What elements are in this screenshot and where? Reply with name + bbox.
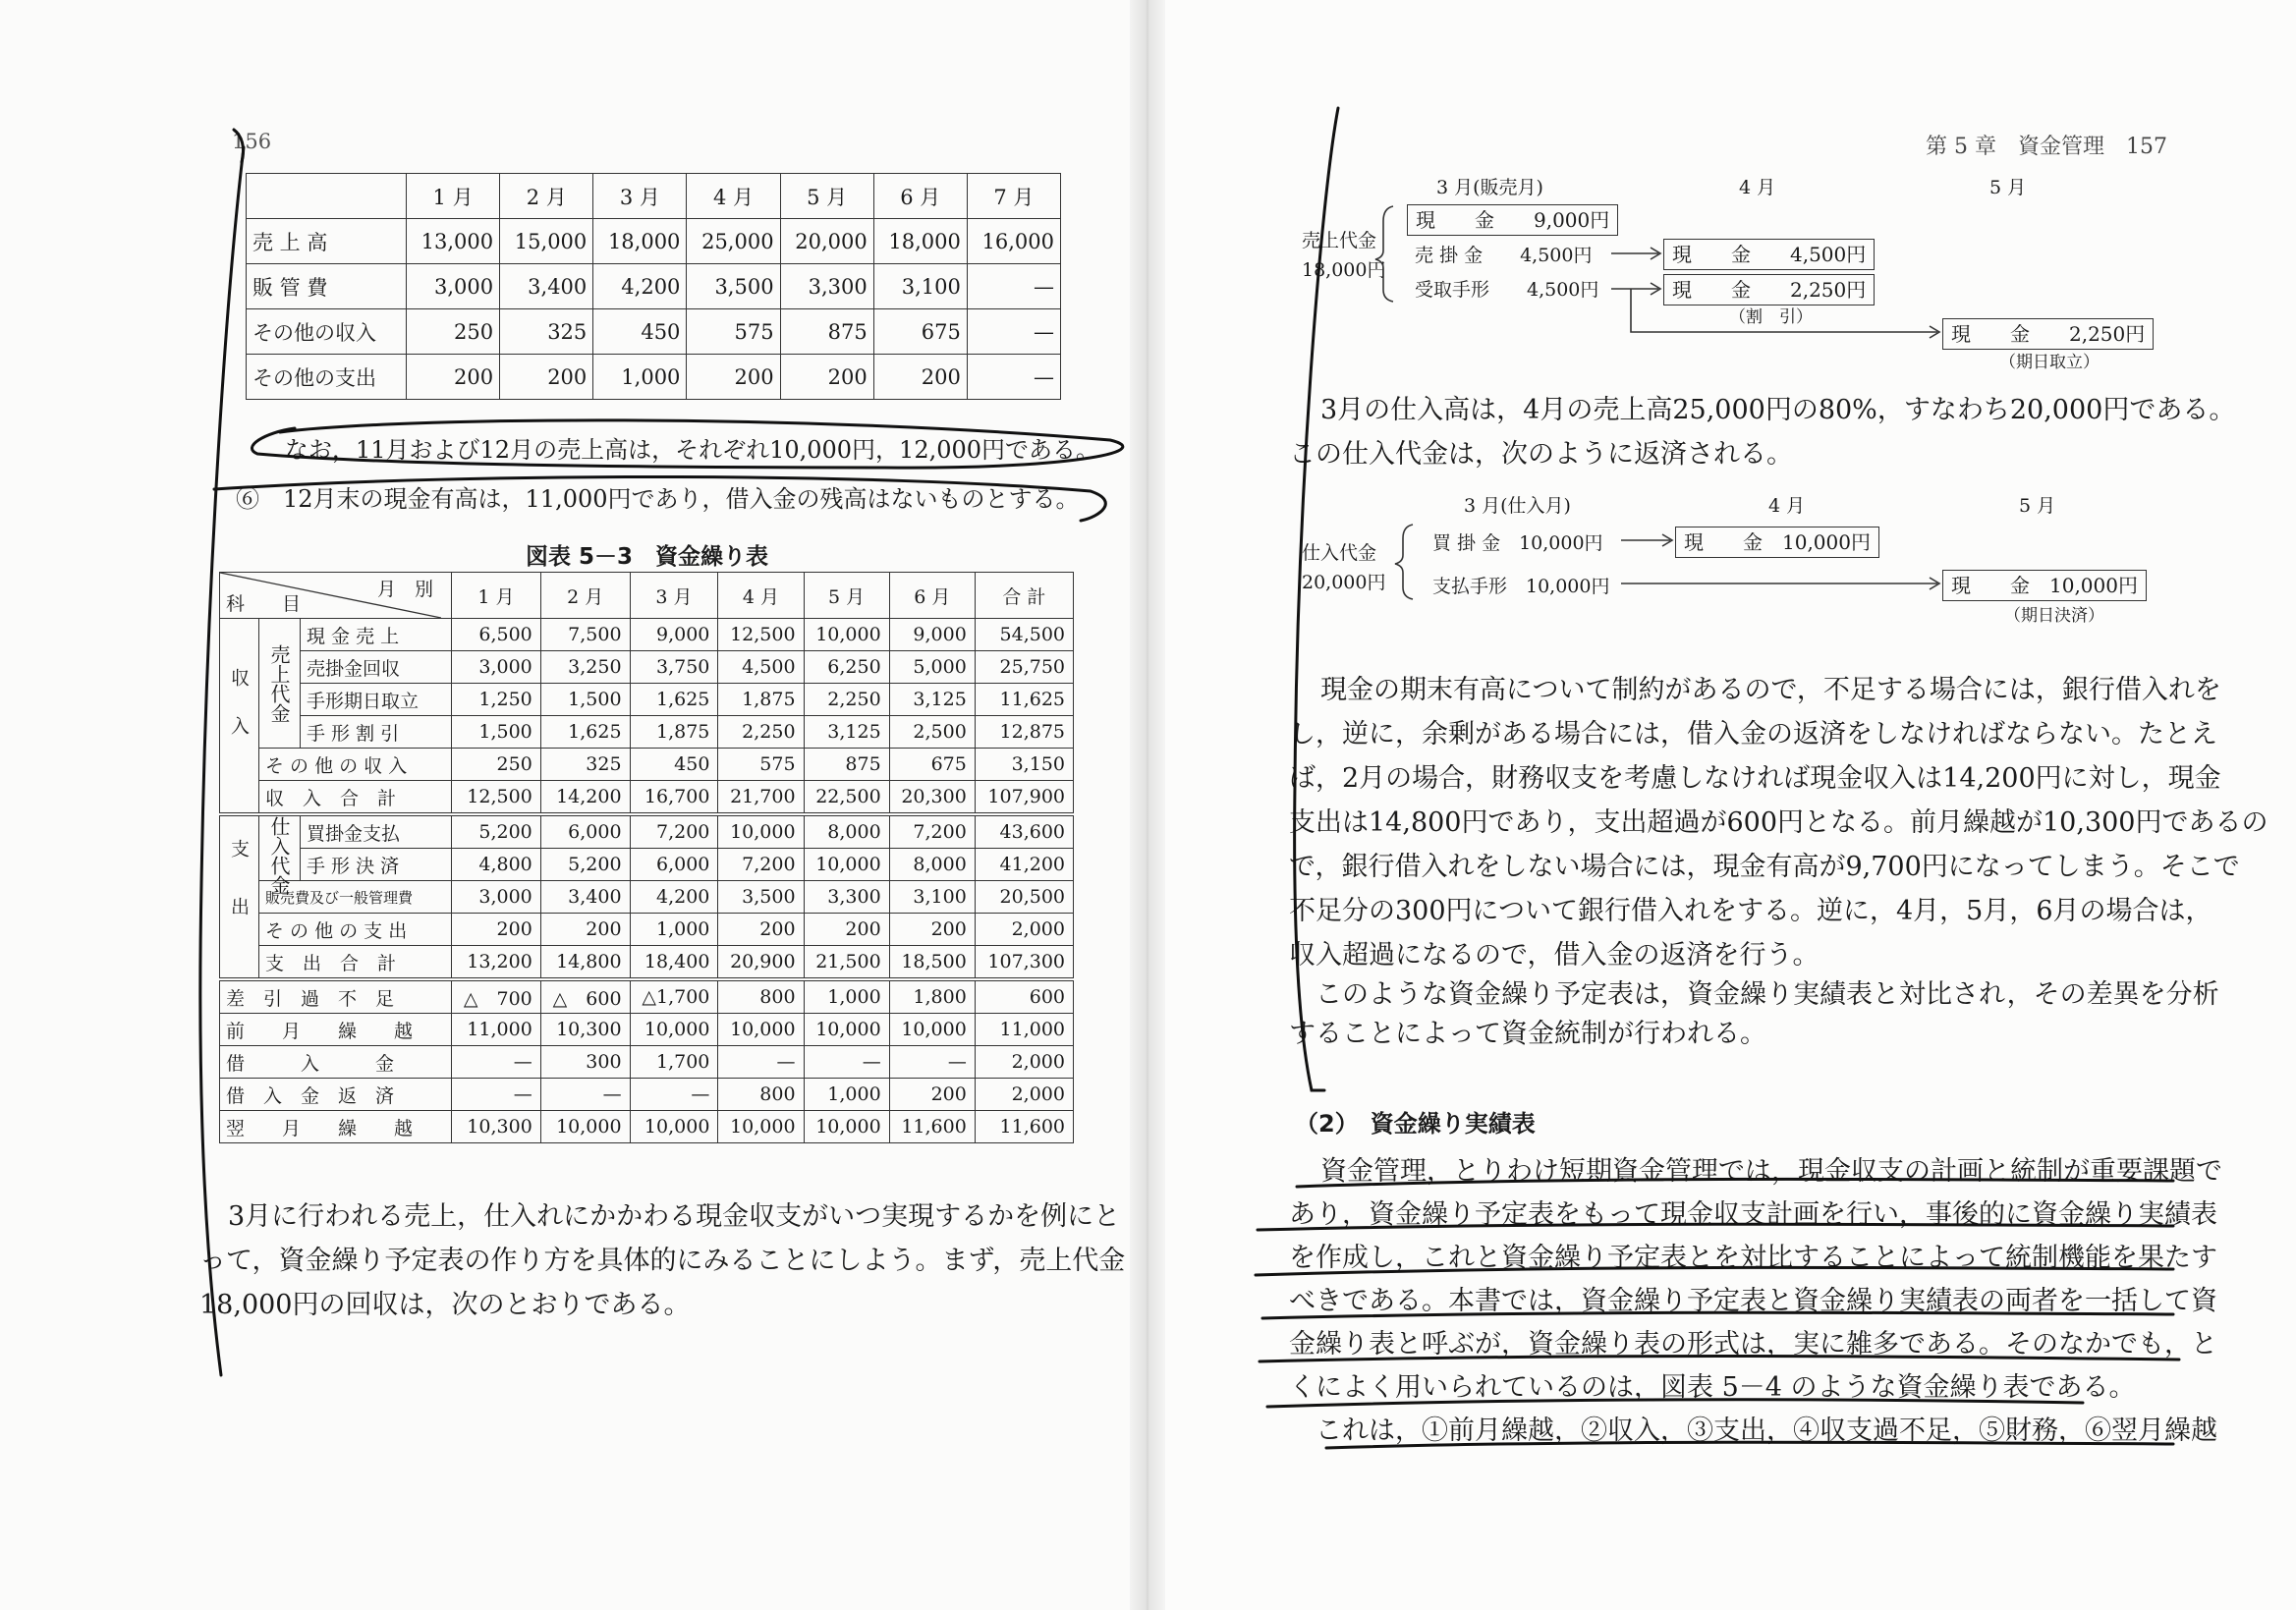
table-cell: 10,000 [718, 1111, 804, 1143]
sales-notes-label: 受取手形 4,500円 [1415, 279, 1599, 301]
table-cell: 450 [593, 309, 687, 355]
table-cell: 3,000 [452, 651, 541, 684]
table-cell: 12,500 [718, 619, 804, 651]
table-cell: 200 [452, 914, 541, 946]
table-cell: 11,000 [452, 1014, 541, 1046]
table-cell: 6,250 [804, 651, 889, 684]
table-cell: — [540, 1079, 630, 1111]
table-header-cell: 1 月 [407, 174, 500, 219]
table-cell: 10,000 [630, 1014, 718, 1046]
diagram-col-label: 3 月(仕入月) [1464, 495, 1571, 517]
table-cell: 3,125 [889, 684, 975, 716]
table-cell: 875 [780, 309, 873, 355]
table-cell: 14,200 [540, 781, 630, 815]
table-cell: △ 600 [540, 979, 630, 1014]
table-cell: 6,000 [540, 814, 630, 849]
right-paragraph-line: 資金管理，とりわけ短期資金管理では，現金収支の計画と統制が重要課題で [1320, 1156, 2222, 1187]
table-cell: 1,000 [630, 914, 718, 946]
table-cell: 250 [452, 749, 541, 781]
table-cell: 200 [889, 1079, 975, 1111]
table-header-cell: 1 月 [452, 573, 541, 619]
table-header-cell: 2 月 [500, 174, 593, 219]
row-label: その他の支出 [247, 355, 407, 400]
table-cell: 450 [630, 749, 718, 781]
diagram-group-label: 20,000円 [1302, 572, 1386, 593]
sales-receivable-label: 売 掛 金 4,500円 [1415, 245, 1593, 266]
table-cell: 10,000 [804, 1111, 889, 1143]
group-income-sub-label: 売上代金 [259, 619, 301, 749]
table-cell: 200 [780, 355, 873, 400]
table-cell: 2,250 [804, 684, 889, 716]
row-label: 買掛金支払 [301, 814, 452, 849]
table-cell: 10,000 [718, 814, 804, 849]
row-label: 翌 月 繰 越 [220, 1111, 452, 1143]
table-cell: 3,100 [873, 264, 967, 309]
right-paragraph-line: 不足分の300円について銀行借入れをする。逆に，4月，5月，6月の場合は， [1289, 896, 2212, 926]
table-cell: 2,000 [975, 1079, 1073, 1111]
note-line-2: ⑥ 12月末の現金有高は，11,000円であり，借入金の残高はないものとする。 [236, 485, 1080, 513]
table-cell: 575 [687, 309, 780, 355]
table-header-cell: 5 月 [780, 174, 873, 219]
table-cell: 4,500 [718, 651, 804, 684]
group-expense-label: 支出 [220, 814, 259, 979]
table-cell: 4,200 [630, 881, 718, 914]
table-cell: 10,000 [804, 1014, 889, 1046]
table-cell: 18,000 [873, 219, 967, 264]
table-cell: 18,000 [593, 219, 687, 264]
table-cell: 1,625 [630, 684, 718, 716]
apr-payment-box: 現 金 10,000円 [1675, 527, 1879, 558]
discount-note: （割 引） [1729, 307, 1813, 327]
table-cell: 20,900 [718, 946, 804, 980]
table-header-cell: 2 月 [540, 573, 630, 619]
table-cell: 675 [889, 749, 975, 781]
left-paragraph-line: 3月に行われる売上，仕入れにかかわる現金収支がいつ実現するかを例にと [228, 1201, 1121, 1232]
table-cell: 3,300 [804, 881, 889, 914]
table-cell: 2,000 [975, 1046, 1073, 1079]
chapter-header: 第 5 章 資金管理 157 [1926, 135, 2167, 159]
table-cell: — [967, 309, 1060, 355]
table-cell: 25,000 [687, 219, 780, 264]
right-paragraph-line: このような資金繰り予定表は，資金繰り実績表と対比され，その差異を分析 [1289, 979, 2219, 1010]
table-header-cell: 7 月 [967, 174, 1060, 219]
table-cell: 5,000 [889, 651, 975, 684]
table-cell: 2,000 [975, 914, 1073, 946]
table-header-cell: 合 計 [975, 573, 1073, 619]
left-paragraph-line: 18,000円の回収は，次のとおりである。 [199, 1290, 691, 1320]
diagram-group-label: 仕入代金 [1302, 542, 1377, 564]
diagram-group-label: 18,000円 [1302, 259, 1386, 281]
table-cell: 20,300 [889, 781, 975, 815]
table-cell: 250 [407, 309, 500, 355]
right-paragraph-line: 支出は14,800円であり，支出超過が600円となる。前月繰越が10,300円であるの [1289, 807, 2268, 838]
table-header-cell: 5 月 [804, 573, 889, 619]
diagram-col-label: 5 月 [1989, 177, 2027, 198]
row-label: 販 管 費 [247, 264, 407, 309]
table-cell: — [967, 264, 1060, 309]
table-cell: 6,500 [452, 619, 541, 651]
table-cell: 11,625 [975, 684, 1073, 716]
purchase-notes-label: 支払手形 10,000円 [1432, 576, 1610, 597]
table-cell: 18,500 [889, 946, 975, 980]
table-cell: 10,000 [718, 1014, 804, 1046]
table-cell: 18,400 [630, 946, 718, 980]
may-cash-box: 現 金 2,250円 [1942, 318, 2154, 350]
header-item-label: 科 目 [226, 593, 302, 615]
header-month-label: 月 別 [376, 579, 433, 600]
settle-note: （期日決済） [2004, 606, 2104, 626]
table-header-cell: 3 月 [593, 174, 687, 219]
group-income-label: 収入 [220, 619, 259, 815]
table-cell: 3,125 [804, 716, 889, 749]
table-cell: 3,000 [407, 264, 500, 309]
table-cell: 12,875 [975, 716, 1073, 749]
table-cell: 3,400 [500, 264, 593, 309]
table-cell: 13,200 [452, 946, 541, 980]
table-cell: 8,000 [804, 814, 889, 849]
table-cell: 3,400 [540, 881, 630, 914]
table-cell: △1,700 [630, 979, 718, 1014]
purchase-payable-label: 買 掛 金 10,000円 [1432, 532, 1603, 554]
table-cell: 3,300 [780, 264, 873, 309]
row-label: 差 引 過 不 足 [220, 979, 452, 1014]
table-cell: 1,700 [630, 1046, 718, 1079]
table-cell: 20,000 [780, 219, 873, 264]
table-cell: 200 [718, 914, 804, 946]
table-cell: △ 700 [452, 979, 541, 1014]
right-paragraph-line: 金繰り表と呼ぶが，資金繰り表の形式は，実に雑多である。そのなかでも，と [1289, 1329, 2217, 1360]
table-cell: 5,200 [540, 849, 630, 881]
table-cell: 13,000 [407, 219, 500, 264]
table-cell: 875 [804, 749, 889, 781]
table-cell: 1,800 [889, 979, 975, 1014]
table-cell: 675 [873, 309, 967, 355]
collect-note: （期日取立） [1999, 353, 2100, 372]
table-cell: 600 [975, 979, 1073, 1014]
row-label: 手 形 決 済 [301, 849, 452, 881]
table-cell: 21,500 [804, 946, 889, 980]
row-label: 借 入 金 [220, 1046, 452, 1079]
right-paragraph-line: この仕入代金は，次のように返済される。 [1289, 439, 1793, 470]
table-cell: 200 [500, 355, 593, 400]
table-cell: 22,500 [804, 781, 889, 815]
right-paragraph-line: することによって資金統制が行われる。 [1289, 1019, 1766, 1049]
table-cell: 1,000 [804, 979, 889, 1014]
table-cell: 8,000 [889, 849, 975, 881]
table-cell: 43,600 [975, 814, 1073, 849]
table-cell: 3,750 [630, 651, 718, 684]
table-cell: 107,300 [975, 946, 1073, 980]
table-cell: 800 [718, 979, 804, 1014]
may-payment-box: 現 金 10,000円 [1942, 570, 2147, 601]
table-cell: 2,250 [718, 716, 804, 749]
table-cell: 200 [540, 914, 630, 946]
note-line-1: なお，11月および12月の売上高は，それぞれ10,000円，12,000円である。 [285, 436, 1100, 464]
right-paragraph-line: あり，資金繰り予定表をもって現金収支計画を行い，事後的に資金繰り実績表 [1289, 1199, 2217, 1230]
diagram-col-label: 4 月 [1739, 177, 1776, 198]
diagram-brackets [1375, 206, 1413, 599]
table-cell: 3,500 [687, 264, 780, 309]
table-cell: 1,250 [452, 684, 541, 716]
row-label: 支 出 合 計 [259, 946, 452, 980]
apr-discount-box: 現 金 2,250円 [1663, 274, 1875, 305]
table-cell: 5,200 [452, 814, 541, 849]
table-cell: 20,500 [975, 881, 1073, 914]
section-title: （2） 資金繰り実績表 [1295, 1110, 1536, 1138]
table-cell: 6,000 [630, 849, 718, 881]
table-header-cell: 6 月 [889, 573, 975, 619]
table-cell: 9,000 [889, 619, 975, 651]
table-cell: 3,500 [718, 881, 804, 914]
table-cell: 10,000 [804, 619, 889, 651]
table-cell: 1,875 [718, 684, 804, 716]
table-cell: 4,200 [593, 264, 687, 309]
right-paragraph-line: べきである。本書では，資金繰り予定表と資金繰り実績表の両者を一括して資 [1289, 1286, 2217, 1316]
table-cell: — [889, 1046, 975, 1079]
row-label: 現 金 売 上 [301, 619, 452, 651]
table-cell: — [630, 1079, 718, 1111]
table-cell: 3,000 [452, 881, 541, 914]
row-label: そ の 他 の 収 入 [259, 749, 452, 781]
table-cell: 7,500 [540, 619, 630, 651]
table-cell: 325 [500, 309, 593, 355]
row-label: そ の 他 の 支 出 [259, 914, 452, 946]
table-cell: 1,000 [593, 355, 687, 400]
table-cell: — [718, 1046, 804, 1079]
table-cell: 7,200 [630, 814, 718, 849]
table-cell: 16,700 [630, 781, 718, 815]
table-cell: 1,625 [540, 716, 630, 749]
table-cell: 10,000 [630, 1111, 718, 1143]
table-cell: 10,000 [804, 849, 889, 881]
table-cell: 54,500 [975, 619, 1073, 651]
right-paragraph-line: で，銀行借入れをしない場合には，現金有高が9,700円になってしまう。そこで [1289, 852, 2240, 882]
table-cell: 9,000 [630, 619, 718, 651]
sales-cash-box: 現 金 9,000円 [1407, 204, 1618, 236]
table-cell: 1,875 [630, 716, 718, 749]
table-cell: 800 [718, 1079, 804, 1111]
diagram-arrows [1611, 248, 1939, 589]
table-cell: 2,500 [889, 716, 975, 749]
pen-annotations [200, 108, 2179, 1448]
row-label: 前 月 繰 越 [220, 1014, 452, 1046]
diagram-col-label: 5 月 [2019, 495, 2056, 517]
table-cell: — [967, 355, 1060, 400]
table-cell: 7,200 [889, 814, 975, 849]
right-paragraph-line: 現金の期末有高について制約があるので，不足する場合には，銀行借入れを [1320, 675, 2221, 705]
row-label: 手形期日取立 [301, 684, 452, 716]
table-cell: 12,500 [452, 781, 541, 815]
right-paragraph-line: 3月の仕入高は，4月の売上高25,000円の80%，すなわち20,000円である。 [1320, 395, 2236, 425]
table-cell: 325 [540, 749, 630, 781]
diagram-col-label: 3 月(販売月) [1436, 177, 1543, 198]
table-cell: 200 [804, 914, 889, 946]
table-cell: 3,250 [540, 651, 630, 684]
page-number-left: 156 [232, 130, 272, 153]
table-cell: 200 [407, 355, 500, 400]
table-cell: 300 [540, 1046, 630, 1079]
table-header-cell: 4 月 [687, 174, 780, 219]
table-cell: 1,500 [540, 684, 630, 716]
row-label: 売掛金回収 [301, 651, 452, 684]
table-cell: 107,900 [975, 781, 1073, 815]
table-header-cell: 3 月 [630, 573, 718, 619]
table-cell: 10,300 [452, 1111, 541, 1143]
table-cell: — [452, 1046, 541, 1079]
cashflow-table-title: 図表 5－3 資金繰り表 [526, 544, 769, 570]
table-header-cell: 4 月 [718, 573, 804, 619]
table-cell: 4,800 [452, 849, 541, 881]
table-cell: 1,500 [452, 716, 541, 749]
diagram-group-label: 売上代金 [1302, 230, 1377, 251]
table-cell: 21,700 [718, 781, 804, 815]
table-cell: 1,000 [804, 1079, 889, 1111]
row-label: 売 上 高 [247, 219, 407, 264]
table-cell: 16,000 [967, 219, 1060, 264]
right-paragraph-line: 収入超過になるので，借入金の返済を行う。 [1289, 940, 1820, 971]
row-label: 手 形 割 引 [301, 716, 452, 749]
table-cell: 41,200 [975, 849, 1073, 881]
apr-cash-box: 現 金 4,500円 [1663, 239, 1875, 270]
table-cell: 25,750 [975, 651, 1073, 684]
left-paragraph-line: って，資金繰り予定表の作り方を具体的にみることにしよう。まず，売上代金 [199, 1246, 1126, 1276]
right-paragraph-line: を作成し，これと資金繰り予定表とを対比することによって統制機能を果たす [1289, 1243, 2217, 1273]
diagram-col-label: 4 月 [1768, 495, 1806, 517]
row-label: その他の収入 [247, 309, 407, 355]
table-cell: — [452, 1079, 541, 1111]
right-paragraph-line: くによく用いられているのは，図表 5－4 のような資金繰り表である。 [1289, 1372, 2136, 1403]
table-cell: 200 [687, 355, 780, 400]
table-cell: 3,150 [975, 749, 1073, 781]
table-cell: — [804, 1046, 889, 1079]
table-cell: 10,000 [540, 1111, 630, 1143]
table-cell: 575 [718, 749, 804, 781]
right-paragraph-line: ば，2月の場合，財務収支を考慮しなければ現金収入は14,200円に対し，現金 [1289, 763, 2221, 794]
table-cell: 14,800 [540, 946, 630, 980]
table-cell: 11,600 [975, 1111, 1073, 1143]
table-cell: 10,000 [889, 1014, 975, 1046]
table-cell: 3,100 [889, 881, 975, 914]
row-label: 借 入 金 返 済 [220, 1079, 452, 1111]
table-cell: 11,000 [975, 1014, 1073, 1046]
table-cell: 10,300 [540, 1014, 630, 1046]
table-cell: 200 [889, 914, 975, 946]
table-cell: 200 [873, 355, 967, 400]
group-expense-sub-label: 仕入代金 [259, 814, 301, 881]
table-cell: 7,200 [718, 849, 804, 881]
right-paragraph-line: し，逆に，余剰がある場合には，借入金の返済をしなければならない。たとえ [1289, 719, 2217, 749]
right-paragraph-line: これは，①前月繰越，②収入，③支出，④収支過不足，⑤財務，⑥翌月繰越 [1289, 1416, 2217, 1446]
table-cell: 15,000 [500, 219, 593, 264]
row-label: 販売費及び一般管理費 [259, 881, 452, 914]
table-cell: 11,600 [889, 1111, 975, 1143]
table-header-cell: 6 月 [873, 174, 967, 219]
row-label: 収 入 合 計 [259, 781, 452, 815]
